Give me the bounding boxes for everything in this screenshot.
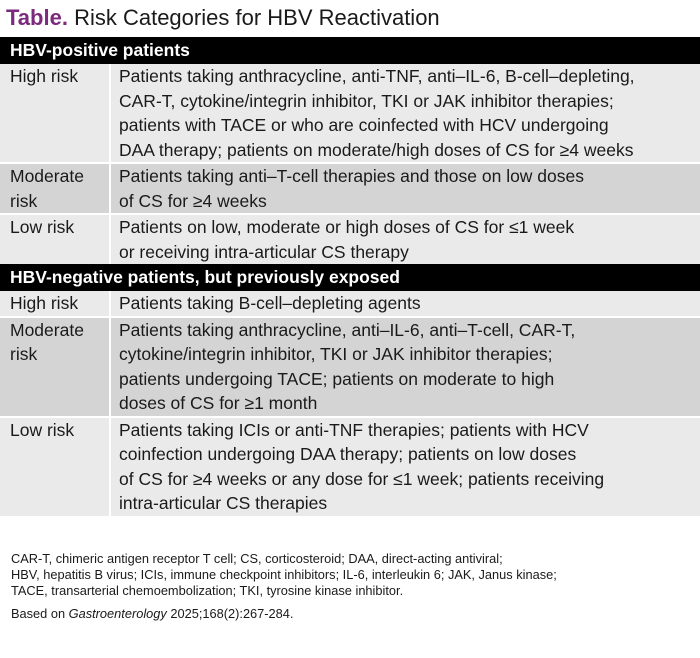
description-line: doses of CS for ≥1 month — [119, 393, 318, 413]
description-line: Patients taking anthracycline, anti-TNF, anti–IL-6, B-cell–depleting, — [119, 66, 635, 86]
risk-category-cell: High risk — [0, 64, 111, 162]
description-line: DAA therapy; patients on moderate/high doses of CS for ≥4 weeks — [119, 139, 634, 160]
description-line: CAR-T, cytokine/integrin inhibitor, TKI or JAK inhibitor therapies; — [119, 90, 614, 111]
description-line: of CS for ≥4 weeks or any dose for ≤1 week; patients receiving — [119, 468, 605, 489]
source-prefix: Based on — [11, 606, 69, 621]
risk-category-cell: Low risk — [0, 418, 111, 516]
table-row — [0, 162, 700, 213]
table-row — [0, 64, 700, 162]
section-header: HBV-negative patients, but previously exposed — [0, 264, 700, 291]
abbreviations — [11, 551, 691, 599]
risk-description-cell — [111, 164, 700, 213]
source-journal: Gastroenterology — [68, 606, 167, 621]
table-title-text: Risk Categories for HBV Reactivation — [74, 5, 440, 30]
table-row — [0, 291, 700, 316]
abbreviation-line: TACE, transarterial chemoembolization; TKI, tyrosine kinase inhibitor. — [11, 583, 404, 598]
risk-description-cell — [111, 418, 700, 516]
risk-category-cell: Low risk — [0, 215, 111, 264]
risk-category-cell: Moderate risk — [0, 164, 111, 213]
table-title-label: Table. — [6, 5, 68, 30]
table-footnotes — [11, 551, 691, 622]
risk-category-cell: High risk — [0, 291, 111, 316]
table-row — [0, 416, 700, 516]
risk-description-cell — [111, 291, 700, 316]
description-line: Patients taking B-cell–depleting agents — [119, 293, 421, 313]
description-line: intra-articular CS therapies — [119, 493, 328, 513]
table-row — [0, 213, 700, 264]
description-line: Patients taking ICIs or anti-TNF therapies; patients with HCV — [119, 419, 589, 440]
section-header: HBV-positive patients — [0, 37, 700, 64]
table-row — [0, 316, 700, 416]
risk-description-cell — [111, 64, 700, 162]
risk-description-cell — [111, 318, 700, 416]
description-line: Patients on low, moderate or high doses of CS for ≤1 week — [119, 217, 575, 237]
description-line: cytokine/integrin inhibitor, TKI or JAK inhibitor therapies; — [119, 344, 553, 364]
description-line: patients undergoing TACE; patients on moderate to high — [119, 368, 555, 389]
table-title — [6, 5, 440, 31]
description-line: Patients taking anti–T-cell therapies and those on low doses — [119, 166, 585, 186]
description-line: coinfection undergoing DAA therapy; patients on low doses — [119, 444, 577, 464]
abbreviation-line: CAR-T, chimeric antigen receptor T cell; CS, corticosteroid; DAA, direct-acting antiviral; — [11, 551, 503, 566]
risk-description-cell — [111, 215, 700, 264]
risk-category-cell: Moderate risk — [0, 318, 111, 416]
abbreviation-line: HBV, hepatitis B virus; ICIs, immune checkpoint inhibitors; IL-6, interleukin 6; JAK, Janus kinase; — [11, 567, 557, 582]
risk-table — [0, 37, 700, 516]
description-line: patients with TACE or who are coinfected with HCV undergoing — [119, 115, 609, 135]
description-line: or receiving intra-articular CS therapy — [119, 241, 409, 262]
source-suffix: 2025;168(2):267-284. — [166, 606, 294, 621]
description-line: of CS for ≥4 weeks — [119, 190, 267, 211]
source-citation — [11, 606, 691, 622]
description-line: Patients taking anthracycline, anti–IL-6, anti–T-cell, CAR-T, — [119, 319, 576, 340]
